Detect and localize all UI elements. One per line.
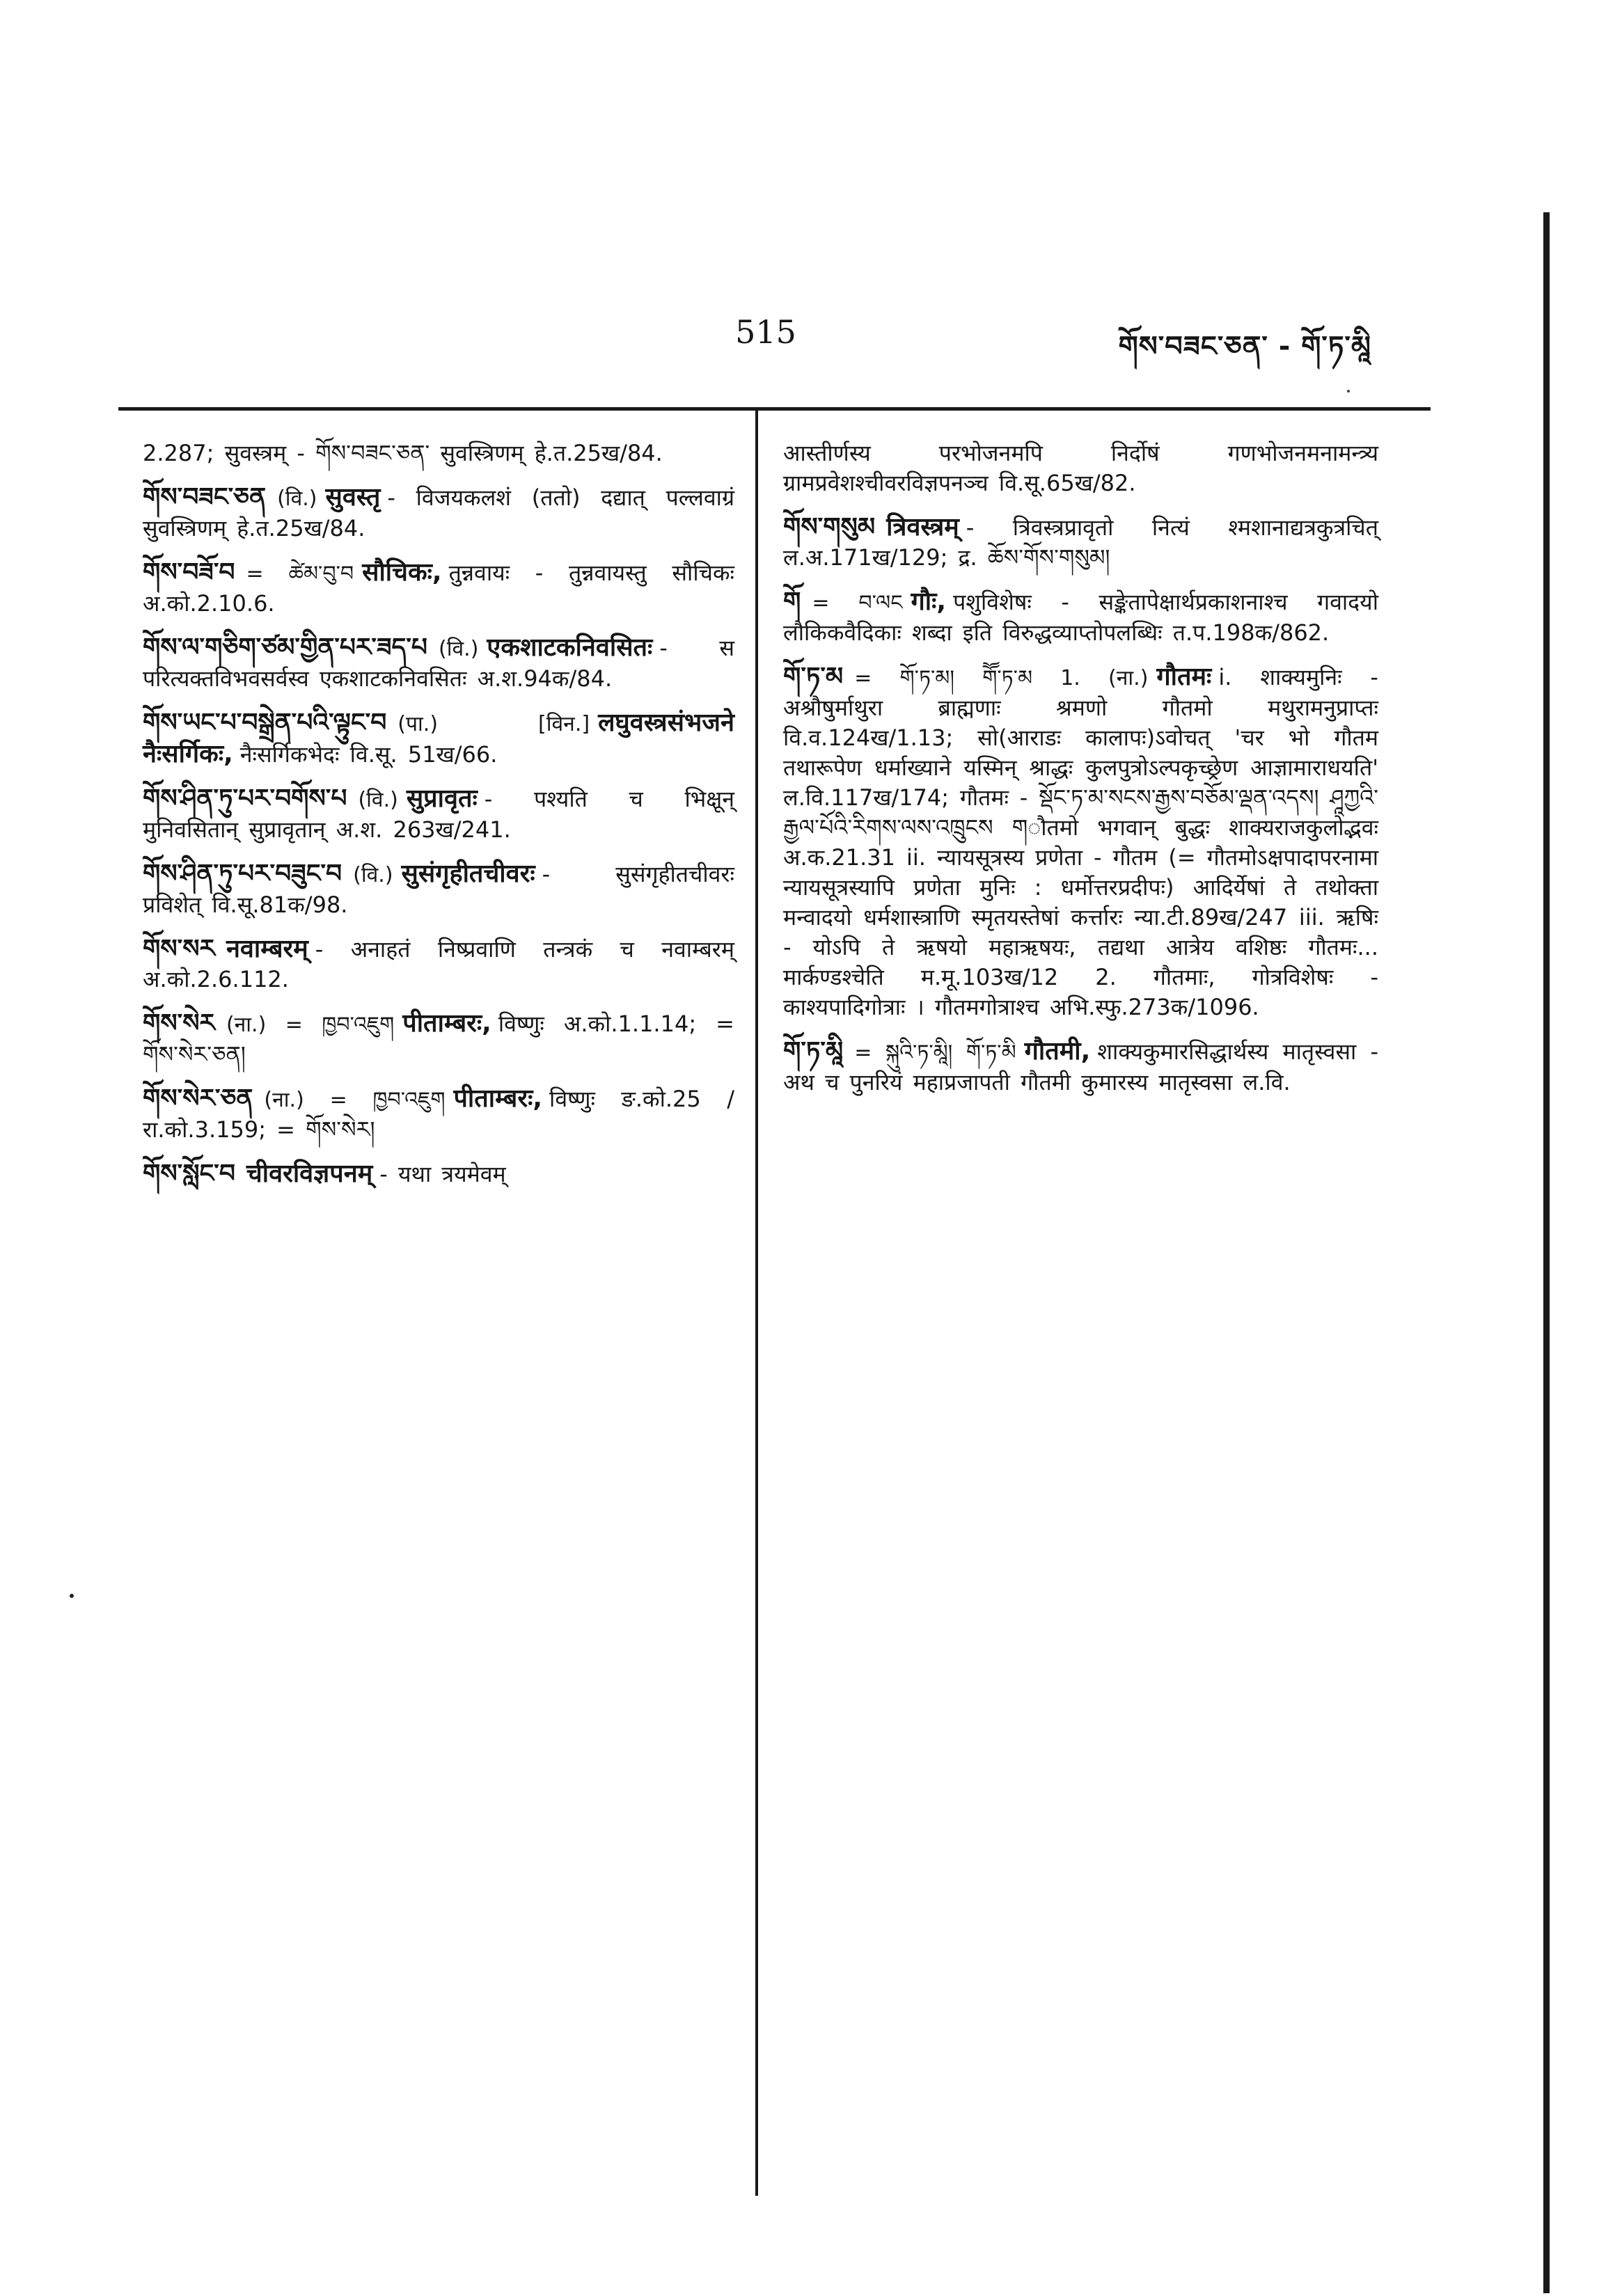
dictionary-entry [143, 784, 734, 845]
dictionary-entry [143, 557, 734, 619]
entry-text: आस्तीर्णस्य परभोजनमपि निर्दोषं गणभोजनमनामन्त्र्य ग्रामप्रवेशश्चीवरविज्ञपनञ्च वि.सू.65ख/82. [783, 440, 1378, 496]
tibetan-headword: གོས་གསུམ [783, 513, 876, 541]
dictionary-entry [143, 1084, 734, 1145]
tibetan-headword: གོས་སེར [143, 1009, 215, 1038]
grammar-label: = གོ་ཏ་མ། གཽ་ཏ་མ 1. (ना.) [854, 666, 1149, 690]
tibetan-headword: གོས་སར [143, 935, 215, 963]
tibetan-headword: གོས་བཟོ་བ [143, 558, 235, 587]
tibetan-headword: གོས་ཤིན་ཏུ་པར་བགོས་པ [143, 784, 347, 813]
sanskrit-equivalent: लघुवस्त्रसंभजने नैःसर्गिकः, [143, 708, 734, 768]
sanskrit-equivalent: सुवस्तृ [325, 483, 381, 512]
grammar-label: = སྐུའི་ཏ་མཱི། གོ་ཏ་མི [854, 1040, 1016, 1065]
page-edge-bar [1543, 212, 1550, 2293]
dictionary-entry [783, 587, 1378, 648]
sanskrit-equivalent: सौचिकः, [362, 558, 442, 587]
entry-text: नैःसर्गिकभेदः वि.सू. 51ख/66. [239, 741, 498, 768]
tibetan-headword: གོས་ལ་གཅིག་ཙམ་གྱིན་པར་ཟད་པ [143, 633, 427, 662]
dictionary-entry [143, 1159, 734, 1189]
dictionary-entry [783, 1036, 1378, 1098]
tibetan-headword: གོས་ཤིན་ཏུ་པར་བཟུང་བ [143, 860, 342, 888]
entry-text: - यथा त्रयमेवम् [379, 1161, 506, 1187]
entry-text: 2.287; सुवस्त्रम् - གོས་བཟང་ཅན་ सुवस्त्रिणम् हे.त.25ख/84. [143, 440, 663, 466]
tibetan-headword: གོ [783, 587, 801, 616]
entry-text: - विजयकलशं (ततो) दद्यात् पल्लवाग्रं सुवस्त्रिणम् हे.त.25ख/84. [143, 484, 734, 541]
tibetan-headword: གོ་ཏ་མཱི [783, 1037, 844, 1066]
entry-text: विष्णुः ङ.को.25 / रा.को.3.159; = གོས་སེར། [143, 1086, 734, 1143]
sanskrit-equivalent: पीताम्बरः, [453, 1084, 543, 1113]
entry-text: - सुसंगृहीतचीवरः प्रविशेत् वि.सू.81क/98. [143, 861, 734, 918]
grammar-label: (वि.) [277, 486, 317, 511]
sanskrit-equivalent: गौतमी, [1024, 1037, 1091, 1066]
running-head: གོས་བཟང་ཅན་ - གོ་ཏ་མཱི [1118, 331, 1371, 363]
entry-text: विष्णुः अ.को.1.1.14; = གོས་སེར་ཅན། [143, 1011, 734, 1068]
sanskrit-equivalent: एकशाटकनिवसितः [487, 633, 653, 662]
header-rule [118, 407, 1431, 411]
tibetan-headword: གོས་སློང་བ [143, 1159, 235, 1188]
dictionary-entry [783, 512, 1378, 573]
left-column [143, 438, 734, 1203]
sanskrit-equivalent: सुसंगृहीतचीवरः [401, 860, 535, 888]
entry-text: - अनाहतं निष्प्रवाणि तन्त्रकं च नवाम्बरम् अ.को.2.6.112. [143, 936, 734, 992]
grammar-label: (ना.) = ཁྱབ་འཇུག [226, 1013, 395, 1037]
tibetan-headword: གོ་ཏ་མ [783, 663, 844, 691]
dictionary-entry [783, 438, 1378, 498]
grammar-label: (ना.) = ཁྱབ་འཇུག [264, 1088, 446, 1112]
scan-mark [70, 1594, 74, 1598]
dictionary-entry [783, 662, 1378, 1022]
tibetan-headword: གོས་ཡང་པ་བསྒྲེན་པའི་ལྟུང་བ [143, 708, 387, 737]
entry-text: - स परित्यक्तविभवसर्वस्व एकशाटकनिवसितः अ.श.94क/84. [143, 635, 734, 692]
entry-text: तुन्नवायः - तुन्नवायस्तु सौचिकः अ.को.2.10.6. [143, 560, 734, 617]
grammar-label: (वि.) [353, 863, 393, 887]
tibetan-headword: གོས་བཟང་ཅན [143, 483, 267, 512]
entry-text: - त्रिवस्त्रप्रावृतो नित्यं श्मशानाद्यत्रकुत्रचित् ल.अ.171ख/129; द्र. ཆོས་གོས་གསུམ། [783, 514, 1378, 571]
grammar-label: = ཚེམ་བུ་བ [246, 562, 354, 586]
tibetan-headword: གོས་སེར་ཅན [143, 1084, 253, 1113]
entry-text: शाक्यकुमारसिद्धार्थस्य मातृस्वसा - अथ च पुनरियं महाप्रजापती गौतमी कुमारस्य मातृस्वसा ल.वि. [783, 1038, 1378, 1095]
dictionary-entry [143, 708, 734, 770]
grammar-label: (पा.) [विन.] [397, 712, 590, 736]
grammar-label: (वि.) [358, 788, 398, 812]
right-column [783, 438, 1378, 1111]
sanskrit-equivalent: गौः, [911, 587, 947, 616]
sanskrit-equivalent: नवाम्बरम् [226, 935, 308, 963]
sanskrit-equivalent: त्रिवस्त्रम् [886, 513, 959, 541]
entry-text: - पश्यति च भिक्षून् मुनिवसितान् सुप्रावृतान् अ.श. 263ख/241. [143, 786, 734, 843]
sanskrit-equivalent: गौतमः [1156, 663, 1212, 691]
column-divider [755, 411, 758, 2196]
entry-text: पशुविशेषः - सङ्केतापेक्षार्थप्रकाशनाश्च गवादयो लौकिकवैदिकाः शब्दा इति विरुद्धव्याप्तोपलब्धिः त.प.198क/862. [783, 589, 1378, 646]
sanskrit-equivalent: सुप्रावृतः [406, 784, 478, 813]
page-number: 515 [735, 313, 796, 351]
sanskrit-equivalent: पीताम्बरः, [402, 1009, 491, 1038]
dictionary-entry [143, 1008, 734, 1070]
dictionary-entry [143, 482, 734, 544]
dictionary-entry [143, 633, 734, 694]
dictionary-entry [143, 859, 734, 920]
entry-text: i. शाक्यमुनिः - अश्रौषुर्माथुरा ब्राह्मणाः श्रमणो गौतमो मथुरामनुप्राप्तः वि.व.124ख/1.13; सो(आराडः कालापः)ऽवोचत् 'चर भो गौतम तथारूपेण धर्माख्याने यस्मिन् श्राद्धः कुलपुत्रोऽल्पकृच्छ्रेण आज्ञामाराधयति' ल.वि.117ख/174; गौतमः - སྡོང་ཏ་མ་སངས་རྒྱས་བཅོམ་ལྡན་འདས། ཤཱཀྱའི་རྒྱལ་པོའི་རིགས་ལས་འཁྲུངས གौतमो भगवान् बुद्धः शाक्यराजकुलोद्भवः अ.क.21.31 ii. न्यायसूत्रस्य प्रणेता - गौतम (= गौतमोऽक्षपादापरनामा न्यायसूत्रस्यापि प्रणेता मुनिः : धर्मोत्तरप्रदीपः) आदिर्येषां ते तथोक्ता मन्वादयो धर्मशास्त्राणि स्मृतयस्तेषां कर्त्तारः न्या.टी.89ख/247 iii. ऋषिः - योऽपि ते ऋषयो महाऋषयः, तद्यथा आत्रेय वशिष्ठः गौतमः... मार्कण्डश्चेति म.मू.103ख/12 2. गौतमाः, गोत्रविशेषः - काश्यपादिगोत्राः । गौतमगोत्राश्च अभि.स्फु.273क/1096. [783, 664, 1378, 1020]
dictionary-entry [143, 438, 734, 468]
grammar-label: (वि.) [439, 637, 479, 661]
sanskrit-equivalent: चीवरविज्ञपनम् [246, 1159, 373, 1188]
grammar-label: = བ་ལང [812, 591, 903, 615]
dictionary-entry [143, 934, 734, 995]
